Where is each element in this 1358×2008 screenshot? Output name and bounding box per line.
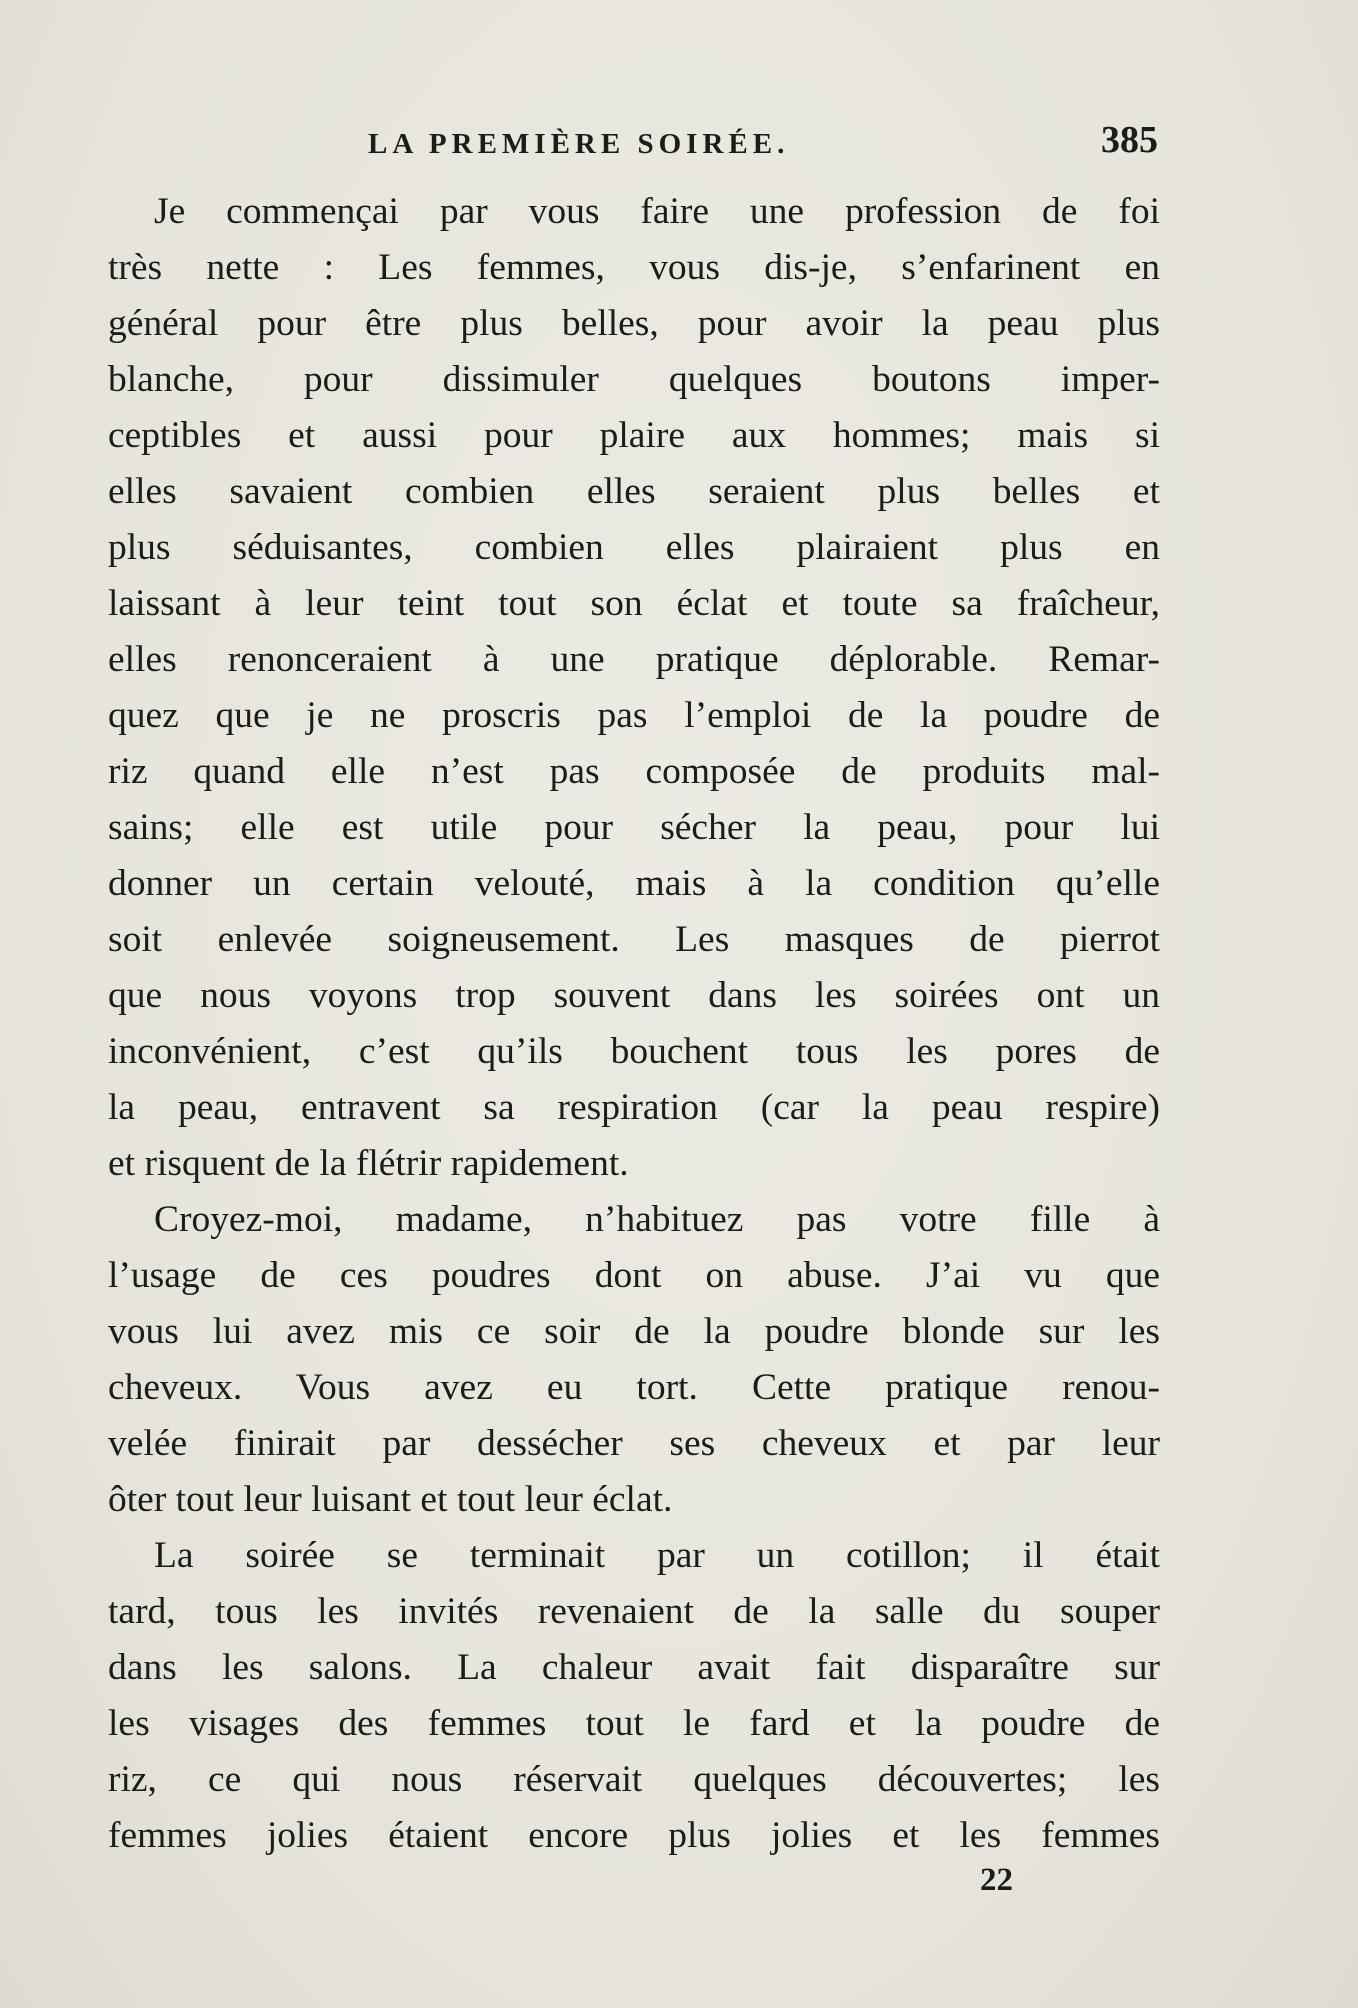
text-line: sains; elle est utile pour sécher la peau, pour lui xyxy=(108,807,1160,848)
text-line: riz, ce qui nous réservait quelques découvertes; les xyxy=(108,1759,1160,1800)
page-number: 385 xyxy=(1101,119,1158,161)
text-line: La soirée se terminait par un cotillon; il était xyxy=(154,1535,1160,1576)
signature-mark: 22 xyxy=(980,1862,1013,1898)
text-line: laissant à leur teint tout son éclat et toute sa fraîcheur, xyxy=(108,583,1160,624)
text-line: ceptibles et aussi pour plaire aux hommes; mais si xyxy=(108,415,1160,456)
text-line: et risquent de la flétrir rapidement. xyxy=(108,1143,629,1184)
text-line: elles savaient combien elles seraient plus belles et xyxy=(108,471,1160,512)
text-line: elles renonceraient à une pratique déplorable. Remar- xyxy=(108,639,1160,680)
text-line: les visages des femmes tout le fard et la poudre de xyxy=(108,1703,1160,1744)
text-line: soit enlevée soigneusement. Les masques de pierrot xyxy=(108,919,1160,960)
text-line: l’usage de ces poudres dont on abuse. J’ai vu que xyxy=(108,1255,1160,1296)
text-line: Je commençai par vous faire une profession de foi xyxy=(154,191,1160,232)
paragraph-3 xyxy=(108,1528,1160,1864)
paragraph-2 xyxy=(108,1192,1160,1528)
text-line: dans les salons. La chaleur avait fait disparaître sur xyxy=(108,1647,1160,1688)
text-line: quez que je ne proscris pas l’emploi de la poudre de xyxy=(108,695,1160,736)
text-line: riz quand elle n’est pas composée de produits mal- xyxy=(108,751,1160,792)
text-line: inconvénient, c’est qu’ils bouchent tous les pores de xyxy=(108,1031,1160,1072)
text-line: blanche, pour dissimuler quelques boutons imper- xyxy=(108,359,1160,400)
body-text xyxy=(108,184,1160,1864)
text-line: Croyez-moi, madame, n’habituez pas votre fille à xyxy=(154,1199,1160,1240)
text-line: femmes jolies étaient encore plus jolies et les femmes xyxy=(108,1815,1160,1856)
text-line: cheveux. Vous avez eu tort. Cette pratique renou- xyxy=(108,1367,1160,1408)
text-line: plus séduisantes, combien elles plairaient plus en xyxy=(108,527,1160,568)
text-line: général pour être plus belles, pour avoir la peau plus xyxy=(108,303,1160,344)
text-line: vous lui avez mis ce soir de la poudre blonde sur les xyxy=(108,1311,1160,1352)
text-line: velée finirait par dessécher ses cheveux et par leur xyxy=(108,1423,1160,1464)
text-line: tard, tous les invités revenaient de la salle du souper xyxy=(108,1591,1160,1632)
text-line: ôter tout leur luisant et tout leur éclat. xyxy=(108,1479,673,1520)
running-title: LA PREMIÈRE SOIRÉE. xyxy=(368,128,790,160)
text-line: la peau, entravent sa respiration (car la peau respire) xyxy=(108,1087,1160,1128)
text-line: que nous voyons trop souvent dans les soirées ont un xyxy=(108,975,1160,1016)
running-head xyxy=(108,118,1158,168)
paragraph-1 xyxy=(108,184,1160,1192)
text-line: très nette : Les femmes, vous dis-je, s’enfarinent en xyxy=(108,247,1160,288)
text-line: donner un certain velouté, mais à la condition qu’elle xyxy=(108,863,1160,904)
